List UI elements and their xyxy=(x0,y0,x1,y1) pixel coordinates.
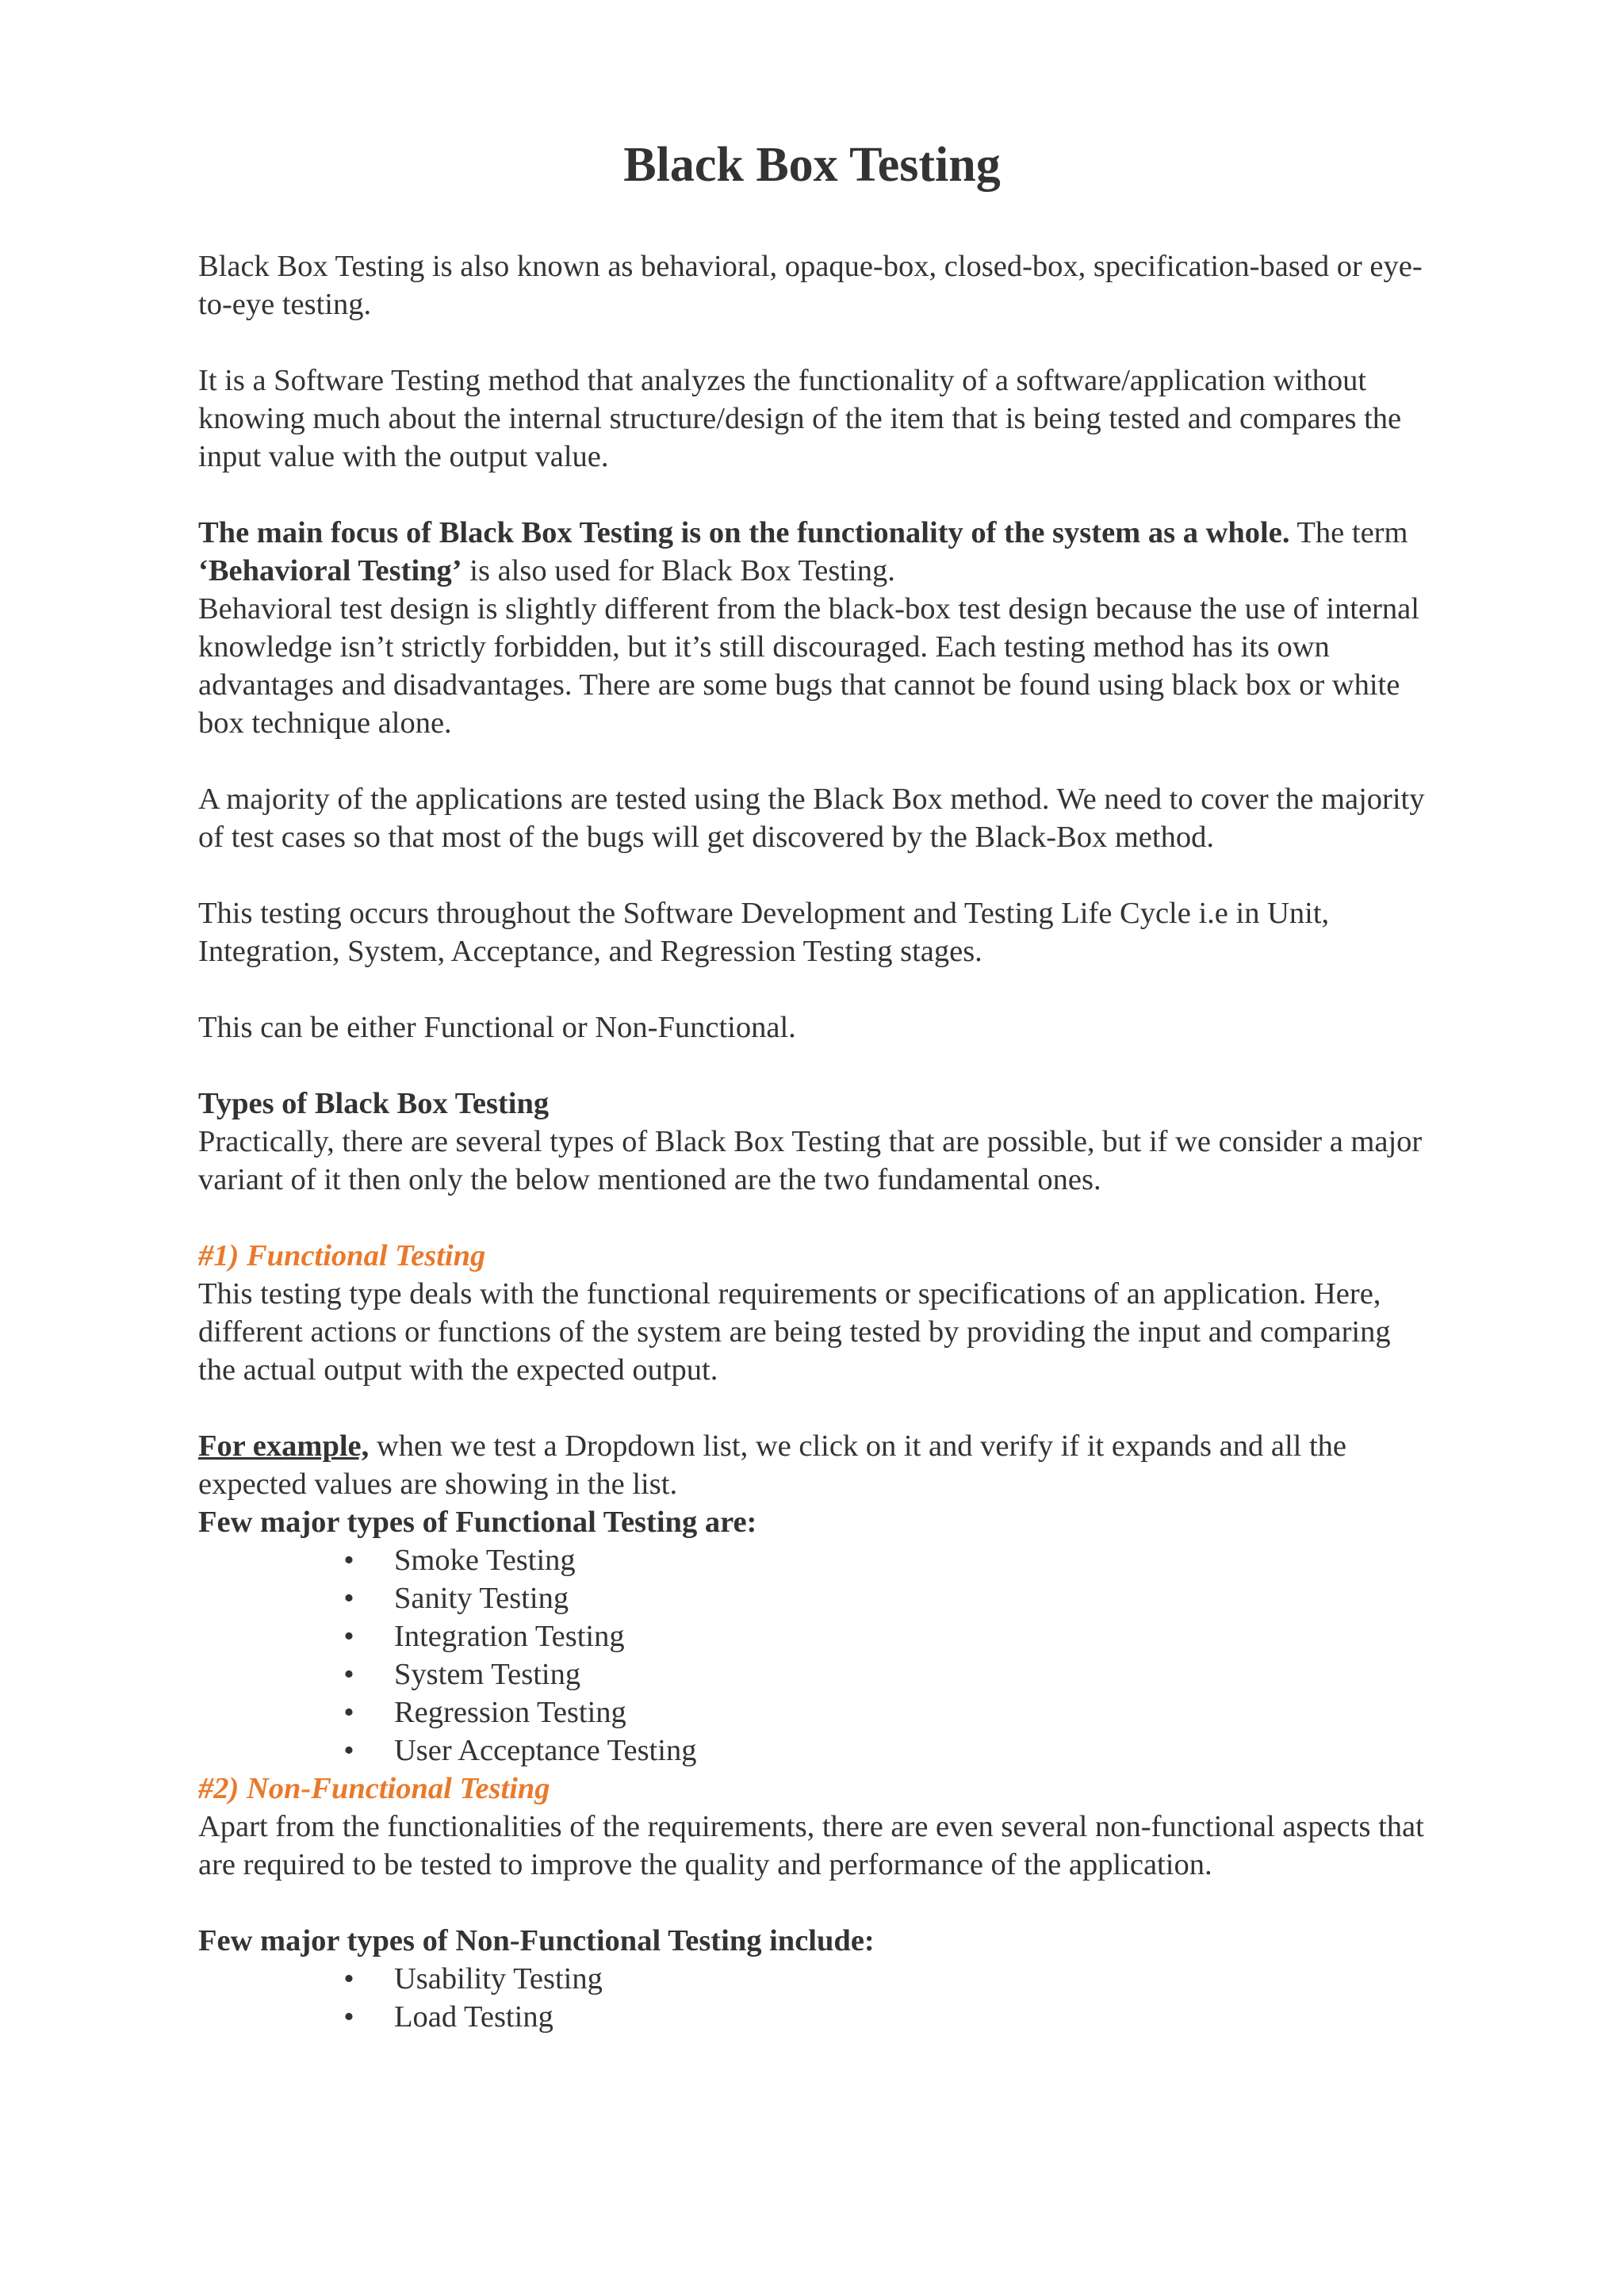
functional-list-heading: Few major types of Functional Testing are: xyxy=(198,1506,757,1539)
list-item-label: Sanity Testing xyxy=(394,1582,569,1615)
bullet-icon: • xyxy=(343,1544,354,1577)
bullet-icon: • xyxy=(343,1734,354,1767)
bullet-icon: • xyxy=(343,1696,354,1729)
paragraph-example xyxy=(198,1427,1435,1503)
bullet-icon: • xyxy=(343,1658,354,1691)
document-body xyxy=(198,247,1435,2036)
paragraph-intro: Black Box Testing is also known as behavioral, opaque-box, closed-box, specification-based or eye-to-eye testing. xyxy=(198,250,1423,321)
functional-testing-heading: #1) Functional Testing xyxy=(198,1239,486,1272)
functional-types-list xyxy=(198,1541,1435,1770)
main-focus-bold-text: The main focus of Black Box Testing is on the functionality of the system as a whole. xyxy=(198,516,1290,549)
non-functional-testing-heading: #2) Non-Functional Testing xyxy=(198,1772,550,1805)
list-item xyxy=(198,1693,1435,1732)
paragraph-behavioral-design: Behavioral test design is slightly different from the black-box test design because the use of internal knowledge isn’t strictly forbidden, but it’s still discouraged. Each testing method has its own advantages and disadvantages. There are some bugs that cannot be found using black box or white box technique alone. xyxy=(198,592,1419,740)
list-item xyxy=(198,1655,1435,1693)
list-item-label: Usability Testing xyxy=(394,1962,603,1996)
non-functional-list-heading: Few major types of Non-Functional Testing include: xyxy=(198,1924,875,1957)
main-focus-text-a: The term xyxy=(1289,516,1408,549)
list-item xyxy=(198,1732,1435,1770)
list-item-label: User Acceptance Testing xyxy=(394,1734,697,1767)
list-item xyxy=(198,1541,1435,1579)
list-item-label: Integration Testing xyxy=(394,1620,625,1653)
list-item-label: Regression Testing xyxy=(394,1696,626,1729)
example-label: For example, xyxy=(198,1429,370,1463)
paragraph-main-focus xyxy=(198,514,1435,590)
types-text: Practically, there are several types of Black Box Testing that are possible, but if we consider a major variant of it then only the below mentioned are the two fundamental ones. xyxy=(198,1125,1423,1196)
non-functional-types-list xyxy=(198,1960,1435,2036)
list-item-label: System Testing xyxy=(394,1658,581,1691)
bullet-icon: • xyxy=(343,1962,354,1996)
paragraph-lifecycle: This testing occurs throughout the Software Development and Testing Life Cycle i.e in Unit, Integration, System, Acceptance, and Regression Testing stages. xyxy=(198,897,1330,968)
list-item xyxy=(198,1579,1435,1617)
list-item xyxy=(198,1617,1435,1655)
non-functional-testing-text: Apart from the functionalities of the requirements, there are even several non-functional aspects that are required to be tested to improve the quality and performance of the application. xyxy=(198,1810,1424,1881)
bullet-icon: • xyxy=(343,1620,354,1653)
paragraph-definition: It is a Software Testing method that analyzes the functionality of a software/application without knowing much about the internal structure/design of the item that is being tested and compares the input value with the output value. xyxy=(198,364,1402,473)
list-item xyxy=(198,1960,1435,1998)
types-heading: Types of Black Box Testing xyxy=(198,1087,550,1120)
list-item-label: Smoke Testing xyxy=(394,1544,576,1577)
list-item xyxy=(198,1998,1435,2036)
functional-testing-text: This testing type deals with the functional requirements or specifications of an application. Here, different actions or functions of the system are being tested by providing the input and comparing the actual output with the expected output. xyxy=(198,1277,1391,1387)
bullet-icon: • xyxy=(343,1582,354,1615)
paragraph-functional-or-non: This can be either Functional or Non-Functional. xyxy=(198,1011,796,1044)
behavioral-testing-term: ‘Behavioral Testing’ xyxy=(198,554,462,587)
page-title: Black Box Testing xyxy=(623,138,1001,192)
example-text: when we test a Dropdown list, we click on it and verify if it expands and all the expected values are showing in the list. xyxy=(198,1429,1347,1501)
bullet-icon: • xyxy=(343,2000,354,2034)
list-item-label: Load Testing xyxy=(394,2000,553,2034)
paragraph-majority: A majority of the applications are tested using the Black Box method. We need to cover the majority of test cases so that most of the bugs will get discovered by the Black-Box method. xyxy=(198,783,1425,854)
main-focus-text-b: is also used for Black Box Testing. xyxy=(462,554,895,587)
